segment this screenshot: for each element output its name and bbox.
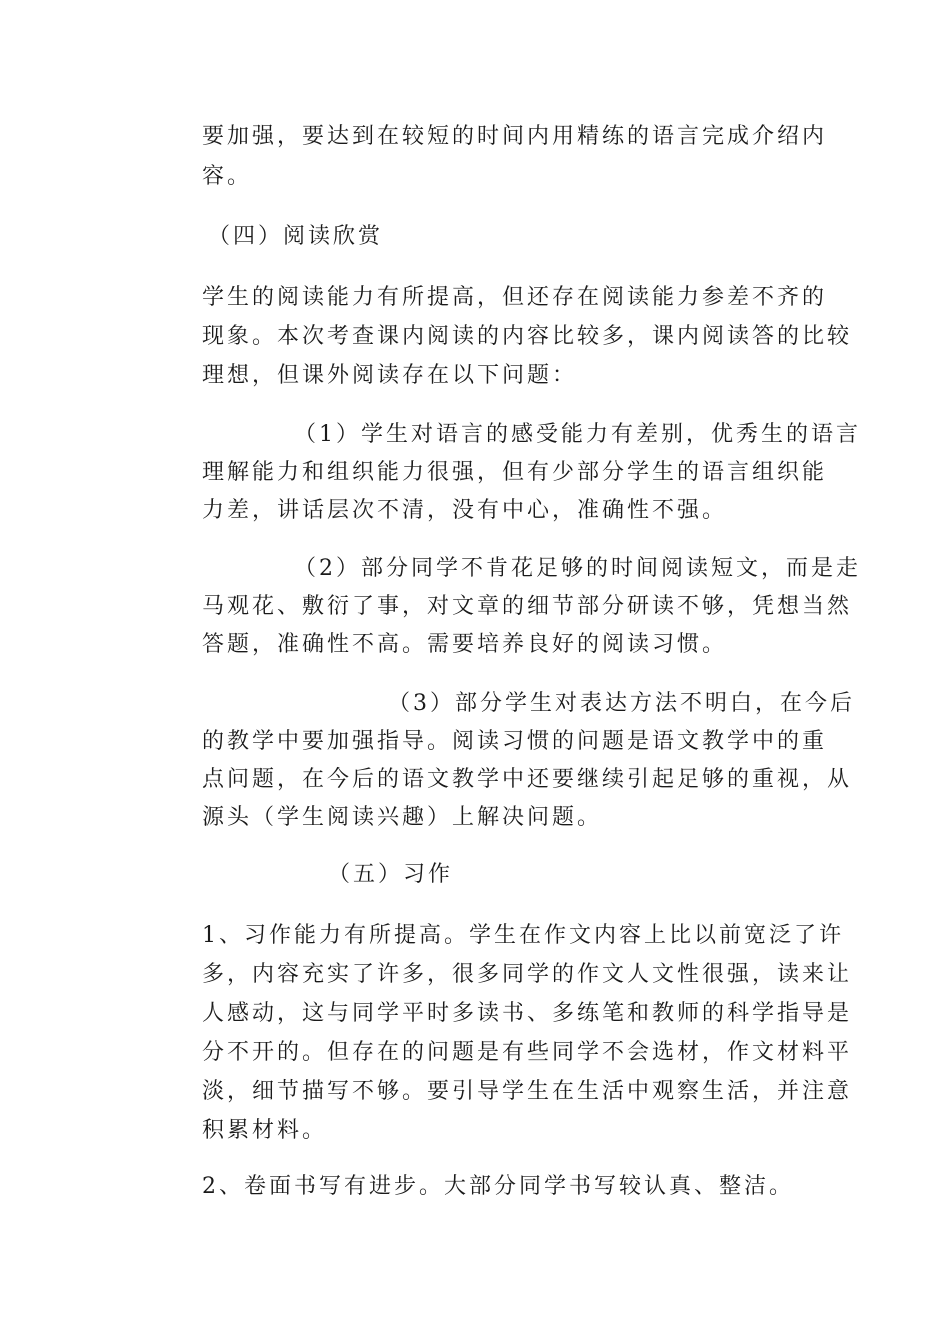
item-1-line-2: 理解能力和组织能力很强，但有少部分学生的语言组织能 (202, 460, 828, 485)
item-3-line-4: 源头（学生阅读兴趣）上解决问题。 (202, 805, 603, 830)
item-2-line-3: 答题，准确性不高。需要培养良好的阅读习惯。 (202, 632, 728, 657)
section-5-point-2-line-1: 2、卷面书写有进步。大部分同学书写较认真、整洁。 (202, 1174, 794, 1199)
item-1-line-3: 力差，讲话层次不清，没有中心，准确性不强。 (202, 498, 728, 523)
section-5-heading: （五）习作 (328, 862, 454, 887)
section-5-point-1-line-3: 人感动，这与同学平时多读书、多练笔和教师的科学指导是 (202, 1001, 853, 1026)
item-2-line-1: （2）部分同学不肯花足够的时间阅读短文，而是走 (294, 556, 861, 581)
section-5-point-1-line-1: 1、习作能力有所提高。学生在作文内容上比以前宽泛了许 (202, 923, 844, 948)
section-5-point-1-line-5: 淡，细节描写不够。要引导学生在生活中观察生活，并注意 (202, 1079, 853, 1104)
item-3-line-1: （3）部分学生对表达方法不明白，在今后 (388, 691, 855, 716)
item-2-line-2: 马观花、敷衍了事，对文章的细节部分研读不够，凭想当然 (202, 594, 853, 619)
item-3-line-2: 的教学中要加强指导。阅读习惯的问题是语文教学中的重 (202, 729, 828, 754)
intro-line-2: 容。 (202, 164, 253, 189)
section-5-point-1-line-6: 积累材料。 (202, 1118, 328, 1143)
item-3-line-3: 点问题，在今后的语文教学中还要继续引起足够的重视，从 (202, 767, 853, 792)
intro-line-1: 要加强，要达到在较短的时间内用精练的语言完成介绍内 (202, 124, 828, 149)
section-4-para-line-2: 现象。本次考查课内阅读的内容比较多，课内阅读答的比较 (202, 324, 853, 349)
section-4-heading: （四）阅读欣赏 (208, 224, 384, 249)
section-4-para-line-1: 学生的阅读能力有所提高，但还存在阅读能力参差不齐的 (202, 285, 828, 310)
section-5-point-1-line-2: 多，内容充实了许多，很多同学的作文人文性很强，读来让 (202, 962, 853, 987)
item-1-line-1: （1）学生对语言的感受能力有差别，优秀生的语言 (294, 422, 861, 447)
section-4-para-line-3: 理想，但课外阅读存在以下问题： (202, 363, 578, 388)
section-5-point-1-line-4: 分不开的。但存在的问题是有些同学不会选材，作文材料平 (202, 1040, 853, 1065)
